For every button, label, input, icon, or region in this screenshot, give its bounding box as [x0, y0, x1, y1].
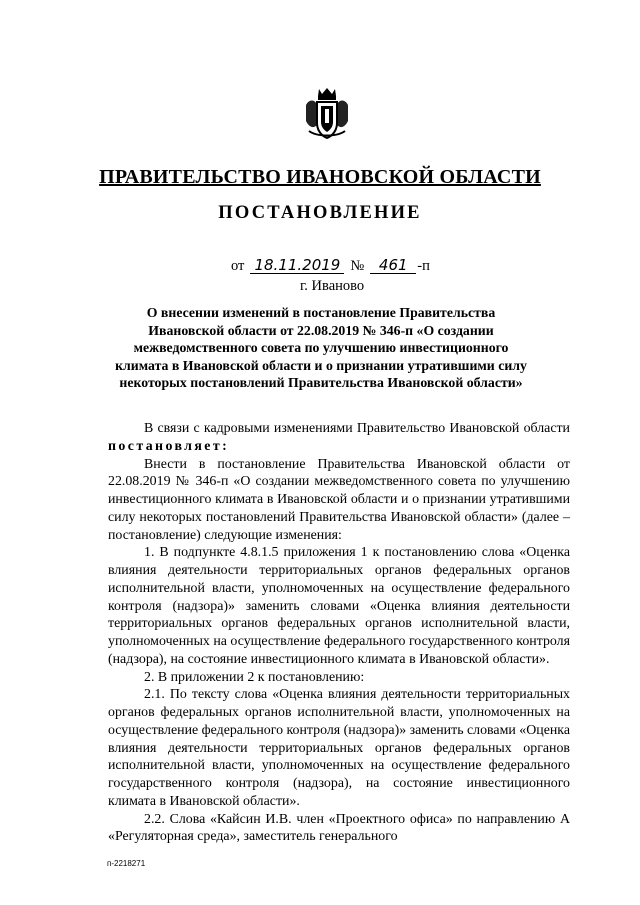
- paragraph-3: 2. В приложении 2 к постановлению:: [144, 669, 365, 685]
- intro-text: В связи с кадровыми изменениями Правительство Ивановской области: [144, 421, 570, 436]
- handwritten-number: 461: [370, 257, 416, 274]
- handwritten-date: 18.11.2019: [250, 257, 344, 274]
- number-prefix: №: [350, 258, 365, 274]
- document-body: [108, 420, 570, 846]
- coat-of-arms-emblem: [303, 85, 351, 141]
- intro-end: :: [222, 438, 230, 454]
- government-title: ПРАВИТЕЛЬСТВО ИВАНОВСКОЙ ОБЛАСТИ: [99, 166, 541, 188]
- date-number-line: [231, 257, 430, 275]
- footer-code: п-2218271: [107, 859, 146, 868]
- intro-emphasis: постановляет: [108, 438, 223, 454]
- paragraph-2: 1. В подпункте 4.8.1.5 приложения 1 к постановлению слова «Оценка влияния деятельности территориальных органов федеральных органов исполнительной власти, уполномоченных на осуществление федерального контроля (надзора)» заменить словами «Оценка влияния деятельности территориальных органов федеральных органов исполнительной власти, уполномоченных на осуществление федерального государственного контроля (надзора), на состояние инвестиционного климата в Ивановской области».: [108, 545, 570, 667]
- intro-paragraph: [108, 420, 570, 456]
- paragraph-5: 2.2. Слова «Кайсин И.В. член «Проектного офиса» по направлению А «Регуляторная среда», заместитель генерального: [108, 811, 570, 845]
- paragraph-4: 2.1. По тексту слова «Оценка влияния деятельности территориальных органов федеральных органов исполнительной власти, уполномоченных на осуществление федерального контроля (надзора)» заменить словами «Оценка влияния деятельности территориальных органов федеральных органов исполнительной власти, уполномоченных на осуществление федерального государственного контроля (надзора), на состояние инвестиционного климата в Ивановской области».: [108, 687, 570, 809]
- document-type: ПОСТАНОВЛЕНИЕ: [218, 203, 422, 223]
- document-subject: О внесении изменений в постановление Правительства Ивановской области от 22.08.2019 № 346-п «О создании межведомственного совета по улучшению инвестиционного климата в Ивановской области и о признании утратившими силу некоторых постановлений Правительства Ивановской области»: [115, 305, 527, 391]
- city: г. Иваново: [300, 278, 365, 294]
- paragraph-1: Внести в постановление Правительства Ивановской области от 22.08.2019 № 346-п «О создании межведомственного совета по улучшению инвестиционного климата в Ивановской области и о признании утратившими силу некоторых постановлений Правительства Ивановской области» (далее – постановление) следующие изменения:: [108, 456, 570, 543]
- date-prefix: от: [231, 258, 245, 274]
- number-suffix: -п: [417, 258, 430, 274]
